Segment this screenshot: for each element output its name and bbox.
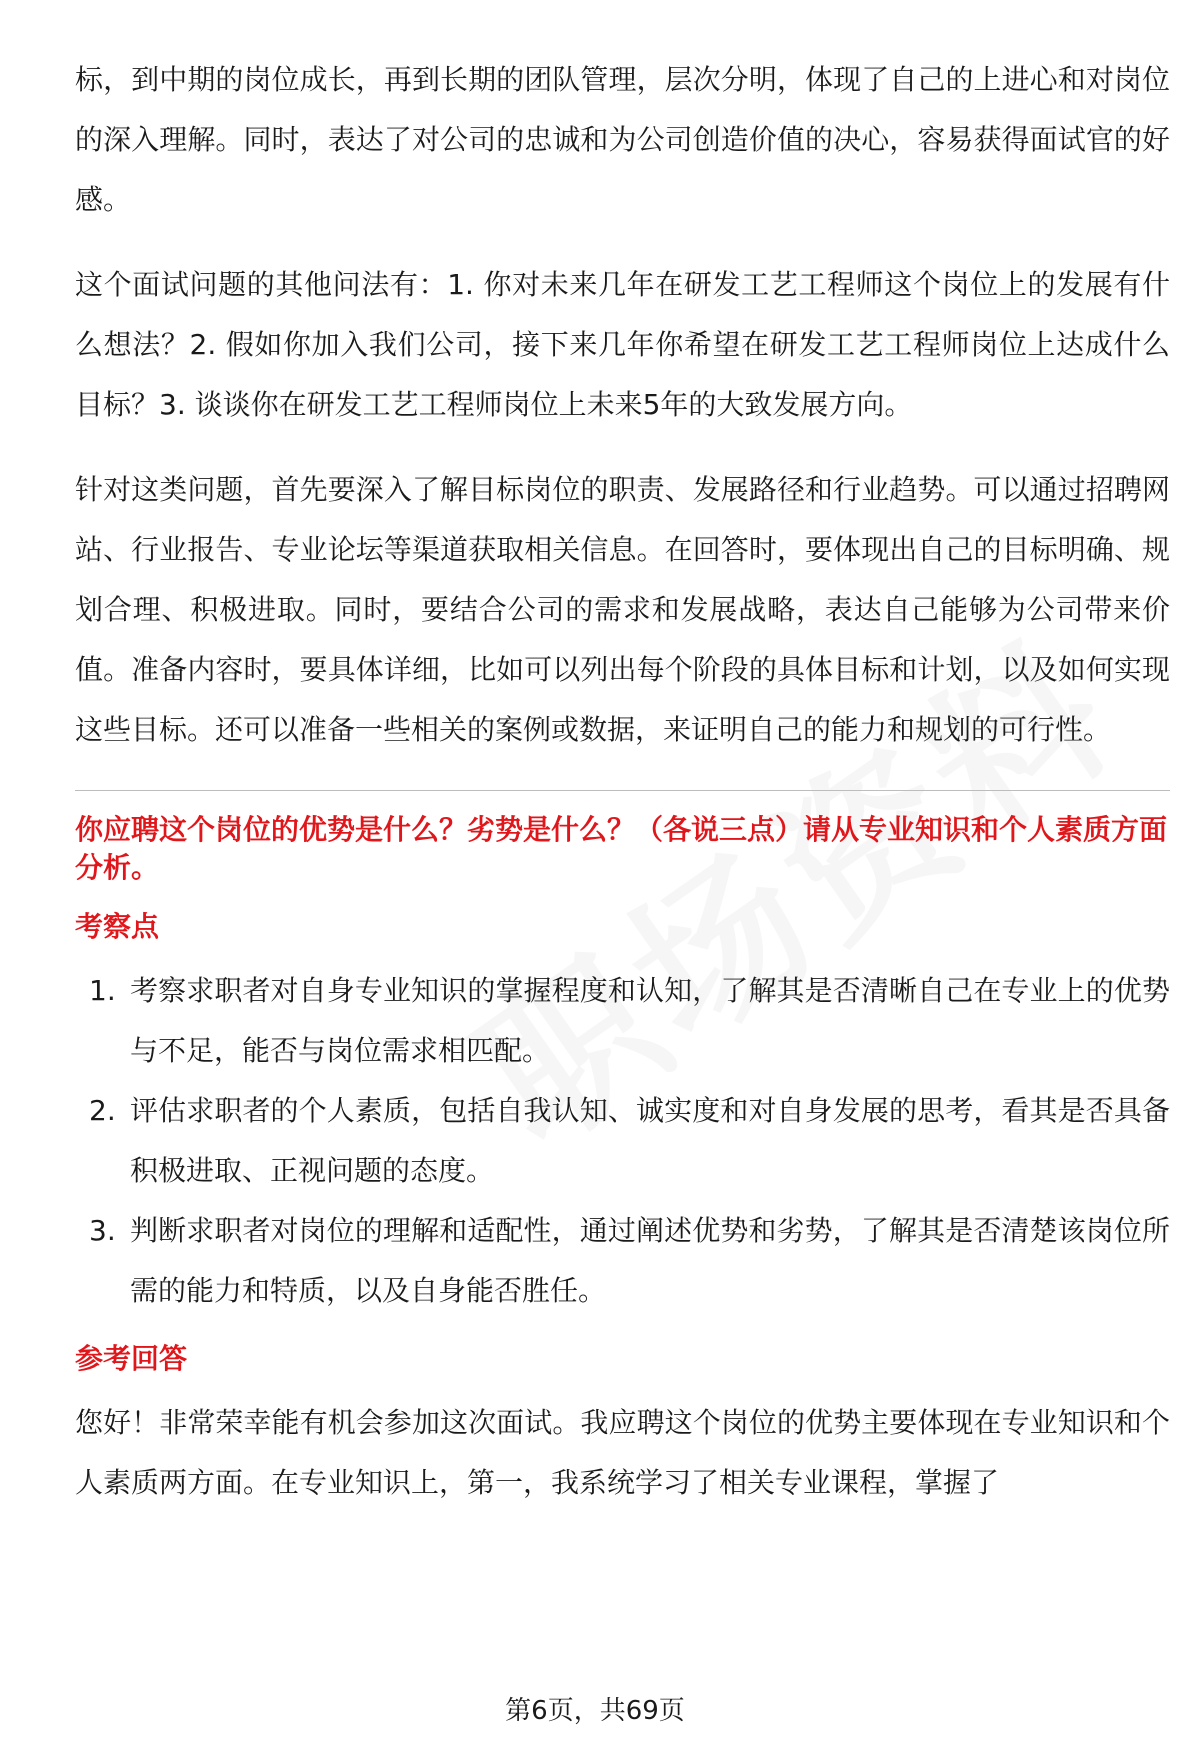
exam-points-heading: 考察点 <box>75 910 160 943</box>
list-item-number: 1. <box>89 974 116 1007</box>
intro-paragraph-3: 针对这类问题，首先要深入了解目标岗位的职责、发展路径和行业趋势。可以通过招聘网站、行业报告、专业论坛等渠道获取相关信息。在回答时，要体现出自己的目标明确、规划合理、积极进取。同时，要结合公司的需求和发展战略，表达自己能够为公司带来价值。准备内容时，要具体详细，比如可以列出每个阶段的具体目标和计划，以及如何实现这些目标。还可以准备一些相关的案例或数据，来证明自己的能力和规划的可行性。 <box>75 473 1170 746</box>
list-item-text: 评估求职者的个人素质，包括自我认知、诚实度和对自身发展的思考，看其是否具备积极进取、正视问题的态度。 <box>130 1094 1170 1187</box>
list-item-text: 考察求职者对自身专业知识的掌握程度和认知，了解其是否清晰自己在专业上的优势与不足，能否与岗位需求相匹配。 <box>130 974 1170 1067</box>
section-divider <box>75 790 1170 791</box>
intro-paragraph-2: 这个面试问题的其他问法有：1. 你对未来几年在研发工艺工程师这个岗位上的发展有什么想法？2. 假如你加入我们公司，接下来几年你希望在研发工艺工程师岗位上达成什么目标？3. 谈谈你在研发工艺工程师岗位上未来5年的大致发展方向。 <box>75 268 1170 421</box>
list-item <box>75 1081 1170 1201</box>
answer-paragraph: 您好！非常荣幸能有机会参加这次面试。我应聘这个岗位的优势主要体现在专业知识和个人素质两方面。在专业知识上，第一，我系统学习了相关专业课程，掌握了 <box>75 1406 1170 1499</box>
list-item-number: 3. <box>89 1214 116 1247</box>
list-item-text: 判断求职者对岗位的理解和适配性，通过阐述优势和劣势，了解其是否清楚该岗位所需的能力和特质，以及自身能否胜任。 <box>130 1214 1170 1307</box>
list-item-number: 2. <box>89 1094 116 1127</box>
answer-heading: 参考回答 <box>75 1342 188 1375</box>
intro-paragraph-1: 标，到中期的岗位成长，再到长期的团队管理，层次分明，体现了自己的上进心和对岗位的深入理解。同时，表达了对公司的忠诚和为公司创造价值的决心，容易获得面试官的好感。 <box>75 63 1170 216</box>
exam-points-list <box>75 961 1170 1321</box>
document-page <box>75 50 1170 1538</box>
list-item <box>75 961 1170 1081</box>
list-item <box>75 1201 1170 1321</box>
interview-question: 你应聘这个岗位的优势是什么？劣势是什么？（各说三点）请从专业知识和个人素质方面分析。 <box>75 813 1168 884</box>
page-number: 第6页，共69页 <box>505 1696 685 1726</box>
